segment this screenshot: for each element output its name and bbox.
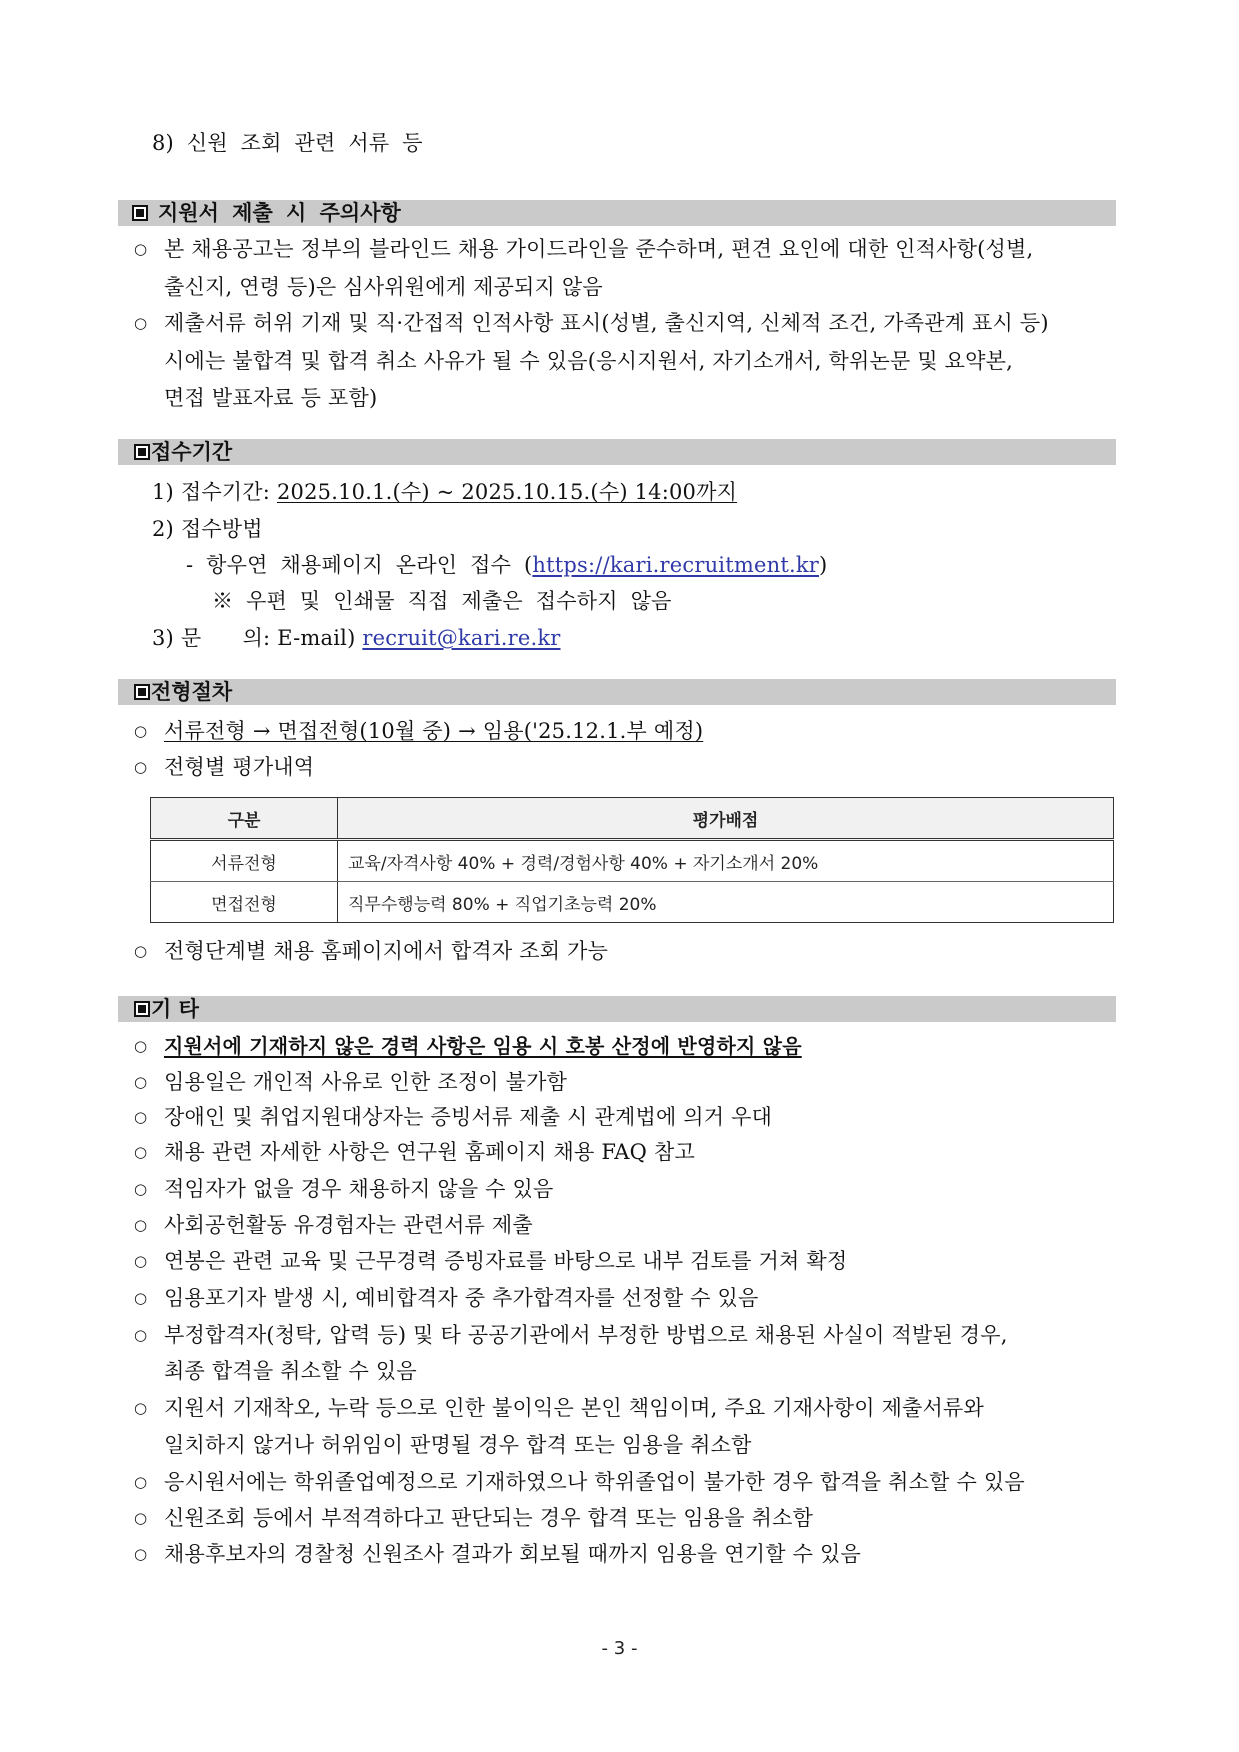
caution-item-2-line-1: ○ 제출서류 허위 기재 및 직·간접적 인적사항 표시(성별, 출신지역, 신체적 조건, 가족관계 표시 등) bbox=[134, 308, 1049, 338]
table-row bbox=[151, 882, 1114, 923]
etc-item: ○ 채용 관련 자세한 사항은 연구원 홈페이지 채용 FAQ 참고 bbox=[134, 1137, 695, 1167]
etc-item: ○ 장애인 및 취업지원대상자는 증빙서류 제출 시 관계법에 의거 우대 bbox=[134, 1102, 772, 1132]
bullet-icon: ○ bbox=[134, 942, 148, 960]
table-header-scoring: 평가배점 bbox=[338, 798, 1114, 840]
caution-item-1-line-1: ○ 본 채용공고는 정부의 블라인드 채용 가이드라인을 준수하며, 편견 요인에 대한 인적사항(성별, bbox=[134, 234, 1033, 264]
etc-item: ○ 임용포기자 발생 시, 예비합격자 중 추가합격자를 선정할 수 있음 bbox=[134, 1283, 759, 1313]
etc-item: ○ 임용일은 개인적 사유로 인한 조정이 불가함 bbox=[134, 1067, 567, 1097]
procedure-after-table: ○ 전형단계별 채용 홈페이지에서 합격자 조회 가능 bbox=[134, 936, 608, 966]
table-cell-stage: 면접전형 bbox=[151, 882, 338, 923]
period-note: ※ 우편 및 인쇄물 직접 제출은 접수하지 않음 bbox=[212, 589, 672, 613]
etc-emphasis: ○ 지원서에 기재하지 않은 경력 사항은 임용 시 호봉 산정에 반영하지 않음 bbox=[134, 1031, 802, 1061]
bullet-icon: ○ bbox=[134, 1289, 148, 1307]
table-cell-scoring: 직무수행능력 80% + 직업기초능력 20% bbox=[338, 882, 1114, 923]
section-header-procedure bbox=[118, 679, 1116, 705]
etc-multi-1-line-1: ○ 부정합격자(청탁, 압력 등) 및 타 공공기관에서 부정한 방법으로 채용된 사실이 적발된 경우, bbox=[134, 1320, 1008, 1350]
bullet-icon: ○ bbox=[134, 1073, 148, 1091]
period-dates: 2025.10.1.(수) ~ 2025.10.15.(수) 14:00까지 bbox=[276, 480, 738, 504]
section-title: 접수기간 bbox=[151, 440, 233, 464]
bullet-icon: ○ bbox=[134, 1473, 148, 1491]
bullet-icon: ○ bbox=[134, 1545, 148, 1563]
caution-item-1-line-2: 출신지, 연령 등)은 심사위원에게 제공되지 않음 bbox=[164, 275, 603, 299]
bullet-icon: ○ bbox=[134, 1509, 148, 1527]
section-header-etc bbox=[118, 996, 1116, 1022]
etc-multi-2-line-1: ○ 지원서 기재착오, 누락 등으로 인한 불이익은 본인 책임이며, 주요 기재사항이 제출서류와 bbox=[134, 1393, 984, 1423]
bullet-icon: ○ bbox=[134, 1108, 148, 1126]
section-title: 지원서 제출 시 주의사항 bbox=[158, 201, 401, 225]
etc-item: ○ 적임자가 없을 경우 채용하지 않을 수 있음 bbox=[134, 1174, 554, 1204]
section-square-icon bbox=[134, 684, 150, 700]
bullet-icon: ○ bbox=[134, 240, 148, 258]
intro-item-8: 8) 신원 조회 관련 서류 등 bbox=[152, 131, 423, 155]
period-item-1: 1) 접수기간: 2025.10.1.(수) ~ 2025.10.15.(수) 14:00까지 bbox=[152, 480, 738, 504]
section-title: 전형절차 bbox=[151, 680, 233, 704]
page-number: - 3 - bbox=[601, 1638, 638, 1659]
period-item-2: 2) 접수방법 bbox=[152, 517, 263, 541]
section-square-icon bbox=[134, 1001, 150, 1017]
section-square-icon bbox=[134, 444, 150, 460]
bullet-icon: ○ bbox=[134, 722, 148, 740]
table-row bbox=[151, 840, 1114, 882]
evaluation-table bbox=[150, 797, 1114, 923]
etc-item: ○ 연봉은 관련 교육 및 근무경력 증빙자료를 바탕으로 내부 검토를 거쳐 확정 bbox=[134, 1246, 847, 1276]
table-header-category: 구분 bbox=[151, 798, 338, 840]
bullet-icon: ○ bbox=[134, 1216, 148, 1234]
bullet-icon: ○ bbox=[134, 1037, 148, 1055]
bullet-icon: ○ bbox=[134, 1399, 148, 1417]
procedure-flow: ○ 서류전형 → 면접전형(10월 중) → 임용('25.12.1.부 예정) bbox=[134, 716, 703, 746]
bullet-icon: ○ bbox=[134, 1180, 148, 1198]
table-header-row bbox=[151, 798, 1114, 840]
recruitment-site-link[interactable]: https://kari.recruitment.kr bbox=[532, 553, 820, 577]
etc-multi-2-line-2: 일치하지 않거나 허위임이 판명될 경우 합격 또는 임용을 취소함 bbox=[164, 1433, 752, 1457]
etc-item: ○ 응시원서에는 학위졸업예정으로 기재하였으나 학위졸업이 불가한 경우 합격을 취소할 수 있음 bbox=[134, 1467, 1025, 1497]
bullet-icon: ○ bbox=[134, 1326, 148, 1344]
period-method: - 항우연 채용페이지 온라인 접수 (https://kari.recruitment.kr) bbox=[186, 553, 828, 577]
bullet-icon: ○ bbox=[134, 1143, 148, 1161]
etc-multi-1-line-2: 최종 합격을 취소할 수 있음 bbox=[164, 1359, 417, 1383]
bullet-icon: ○ bbox=[134, 314, 148, 332]
caution-item-2-line-3: 면접 발표자료 등 포함) bbox=[164, 386, 378, 410]
etc-item: ○ 사회공헌활동 유경험자는 관련서류 제출 bbox=[134, 1210, 533, 1240]
section-title: 기 타 bbox=[151, 997, 199, 1021]
procedure-eval-label: ○ 전형별 평가내역 bbox=[134, 752, 314, 782]
contact-email-link[interactable]: recruit@kari.re.kr bbox=[362, 626, 561, 650]
caution-item-2-line-2: 시에는 불합격 및 합격 취소 사유가 될 수 있음(응시지원서, 자기소개서, 학위논문 및 요약본, bbox=[164, 349, 1014, 373]
period-item-3: 3) 문 의: E-mail) recruit@kari.re.kr bbox=[152, 626, 561, 650]
section-square-icon bbox=[132, 205, 148, 221]
table-cell-stage: 서류전형 bbox=[151, 840, 338, 882]
section-header-caution bbox=[118, 200, 1116, 226]
bullet-icon: ○ bbox=[134, 1252, 148, 1270]
table-cell-scoring: 교육/자격사항 40% + 경력/경험사항 40% + 자기소개서 20% bbox=[338, 840, 1114, 882]
etc-item: ○ 신원조회 등에서 부적격하다고 판단되는 경우 합격 또는 임용을 취소함 bbox=[134, 1503, 813, 1533]
etc-item: ○ 채용후보자의 경찰청 신원조사 결과가 회보될 때까지 임용을 연기할 수 있음 bbox=[134, 1539, 861, 1569]
bullet-icon: ○ bbox=[134, 758, 148, 776]
section-header-period bbox=[118, 439, 1116, 465]
